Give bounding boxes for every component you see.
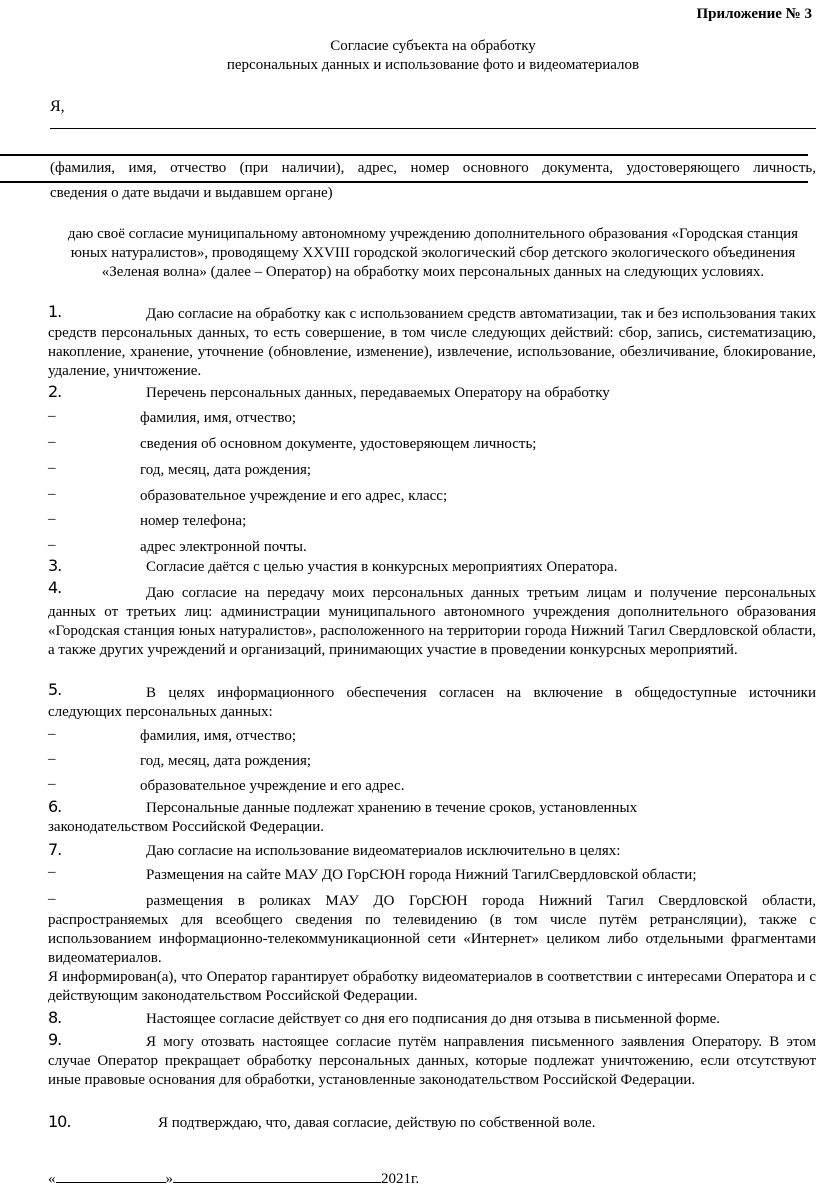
dash-marker: – — [48, 408, 56, 424]
item-number-9: 9. — [48, 1030, 62, 1049]
name-line-1 — [50, 128, 816, 129]
list-item: сведения об основном документе, удостоверяющем личность; — [140, 436, 537, 452]
dash-marker: – — [48, 511, 56, 527]
hint-line-1: (фамилия, имя, отчество (при наличии), адрес, номер основного документа, удостоверяющего личность, — [50, 160, 816, 176]
item-number-7: 7. — [48, 840, 62, 859]
title-line-2: персональных данных и использование фото и видеоматериалов — [226, 57, 640, 73]
item-text-7b: размещения в роликах МАУ ДО ГорСЮН города Нижний Тагил Свердловской области, распространяемых для всеобщего сведения по телевидению (в том числе путём ретрансляции), также с использованием информационно-телекоммуникационной сети «Интернет» целиком либо отдельными фрагментами видеоматериалов. — [48, 893, 816, 966]
item-text-4: Даю согласие на передачу моих персональных данных третьим лицам и получение персональных данных от третьих лиц: администрации муниципального автономного учреждения дополнительного образования «Городская станция юных натуралистов», расположенного на территории города Нижний Тагил Свердловской области, а также других учреждений и организаций, принимающих участие в проведении конкурсных мероприятий. — [48, 585, 816, 658]
item-text-6a: Персональные данные подлежат хранению в течение сроков, установленных — [146, 800, 638, 816]
item-text-2: Перечень персональных данных, передаваемых Оператору на обработку — [146, 385, 610, 401]
item-text-7c: Я информирован(а), что Оператор гарантирует обработку видеоматериалов в соответствии с интересами Оператора и с действующим законодательством Российской Федерации. — [48, 969, 816, 1004]
list-item: адрес электронной почты. — [140, 539, 307, 555]
dash-marker: – — [48, 537, 56, 553]
item-text-6b: законодательством Российской Федерации. — [48, 819, 325, 835]
quote-close: » — [165, 1171, 173, 1187]
list-item: номер телефона; — [140, 513, 247, 529]
day-blank[interactable] — [56, 1170, 166, 1183]
item-text-10: Я подтверждаю, что, давая согласие, действую по собственной воле. — [158, 1115, 596, 1131]
intro-paragraph: даю своё согласие муниципальному автономному учреждению дополнительного образования «Городская станция юных натуралистов», проводящему XXVIII городской экологический сбор детского экологического объединения «Зеленая волна» (далее – Оператор) на обработку моих персональных данных на следующих условиях. — [67, 226, 799, 280]
signature-line — [48, 1170, 419, 1188]
dash-marker: – — [48, 891, 56, 907]
item-text-9: Я могу отозвать настоящее согласие путём направления письменного заявления Оператору. В этом случае Оператор прекращает обработку персональных данных, которые подлежат уничтожению, если отсутствуют иные правовые основания для обработки, установленные законодательством Российской Федерации. — [48, 1034, 816, 1088]
item-text-7: Даю согласие на использование видеоматериалов исключительно в целях: — [146, 843, 621, 859]
list-item: Размещения на сайте МАУ ДО ГорСЮН города Нижний ТагилСвердловской области; — [146, 867, 697, 883]
year-label: 2021г. — [381, 1171, 420, 1187]
dash-marker: – — [48, 486, 56, 502]
list-item: год, месяц, дата рождения; — [140, 462, 312, 478]
hint-line-2: сведения о дате выдачи и выдавшем органе) — [50, 185, 333, 201]
dash-marker: – — [48, 434, 56, 450]
title-line-1: Согласие субъекта на обработку — [330, 38, 536, 54]
item-number-6: 6. — [48, 797, 62, 816]
dash-marker: – — [48, 460, 56, 476]
dash-marker: – — [48, 776, 56, 792]
item-number-10: 10. — [48, 1112, 71, 1131]
item-text-1: Даю согласие на обработку как с использованием средств автоматизации, так и без использования таких средств персональных данных, то есть совершение, в том числе следующих действий: сбор, запись, систематизацию, накопление, хранение, уточнение (обновление, изменение), извлечение, использование, обезличивание, блокирование, удаление, уничтожение. — [48, 306, 816, 379]
ya-label: Я, — [50, 98, 65, 115]
item-text-5: В целях информационного обеспечения согласен на включение в общедоступные источники следующих персональных данных: — [48, 685, 816, 720]
list-item: образовательное учреждение и его адрес. — [140, 778, 405, 794]
name-line-2 — [0, 154, 808, 156]
dash-marker: – — [48, 726, 56, 742]
item-text-3: Согласие даётся с целью участия в конкурсных мероприятиях Оператора. — [146, 559, 618, 575]
dash-marker: – — [48, 751, 56, 767]
item-number-4: 4. — [48, 578, 62, 597]
item-number-8: 8. — [48, 1008, 62, 1027]
list-item: образовательное учреждение и его адрес, класс; — [140, 488, 448, 504]
item-number-5: 5. — [48, 680, 62, 699]
appendix-label: Приложение № 3 — [696, 6, 812, 22]
list-item: фамилия, имя, отчество; — [140, 728, 297, 744]
name-line-3 — [0, 181, 808, 183]
item-number-1: 1. — [48, 302, 62, 321]
item-text-8: Настоящее согласие действует со дня его подписания до дня отзыва в письменной форме. — [146, 1011, 721, 1027]
list-item: фамилия, имя, отчество; — [140, 410, 297, 426]
month-blank[interactable] — [173, 1170, 381, 1183]
item-number-3: 3. — [48, 556, 62, 575]
quote-open: « — [48, 1171, 56, 1187]
dash-marker: – — [48, 864, 56, 880]
item-number-2: 2. — [48, 382, 62, 401]
list-item: год, месяц, дата рождения; — [140, 753, 312, 769]
